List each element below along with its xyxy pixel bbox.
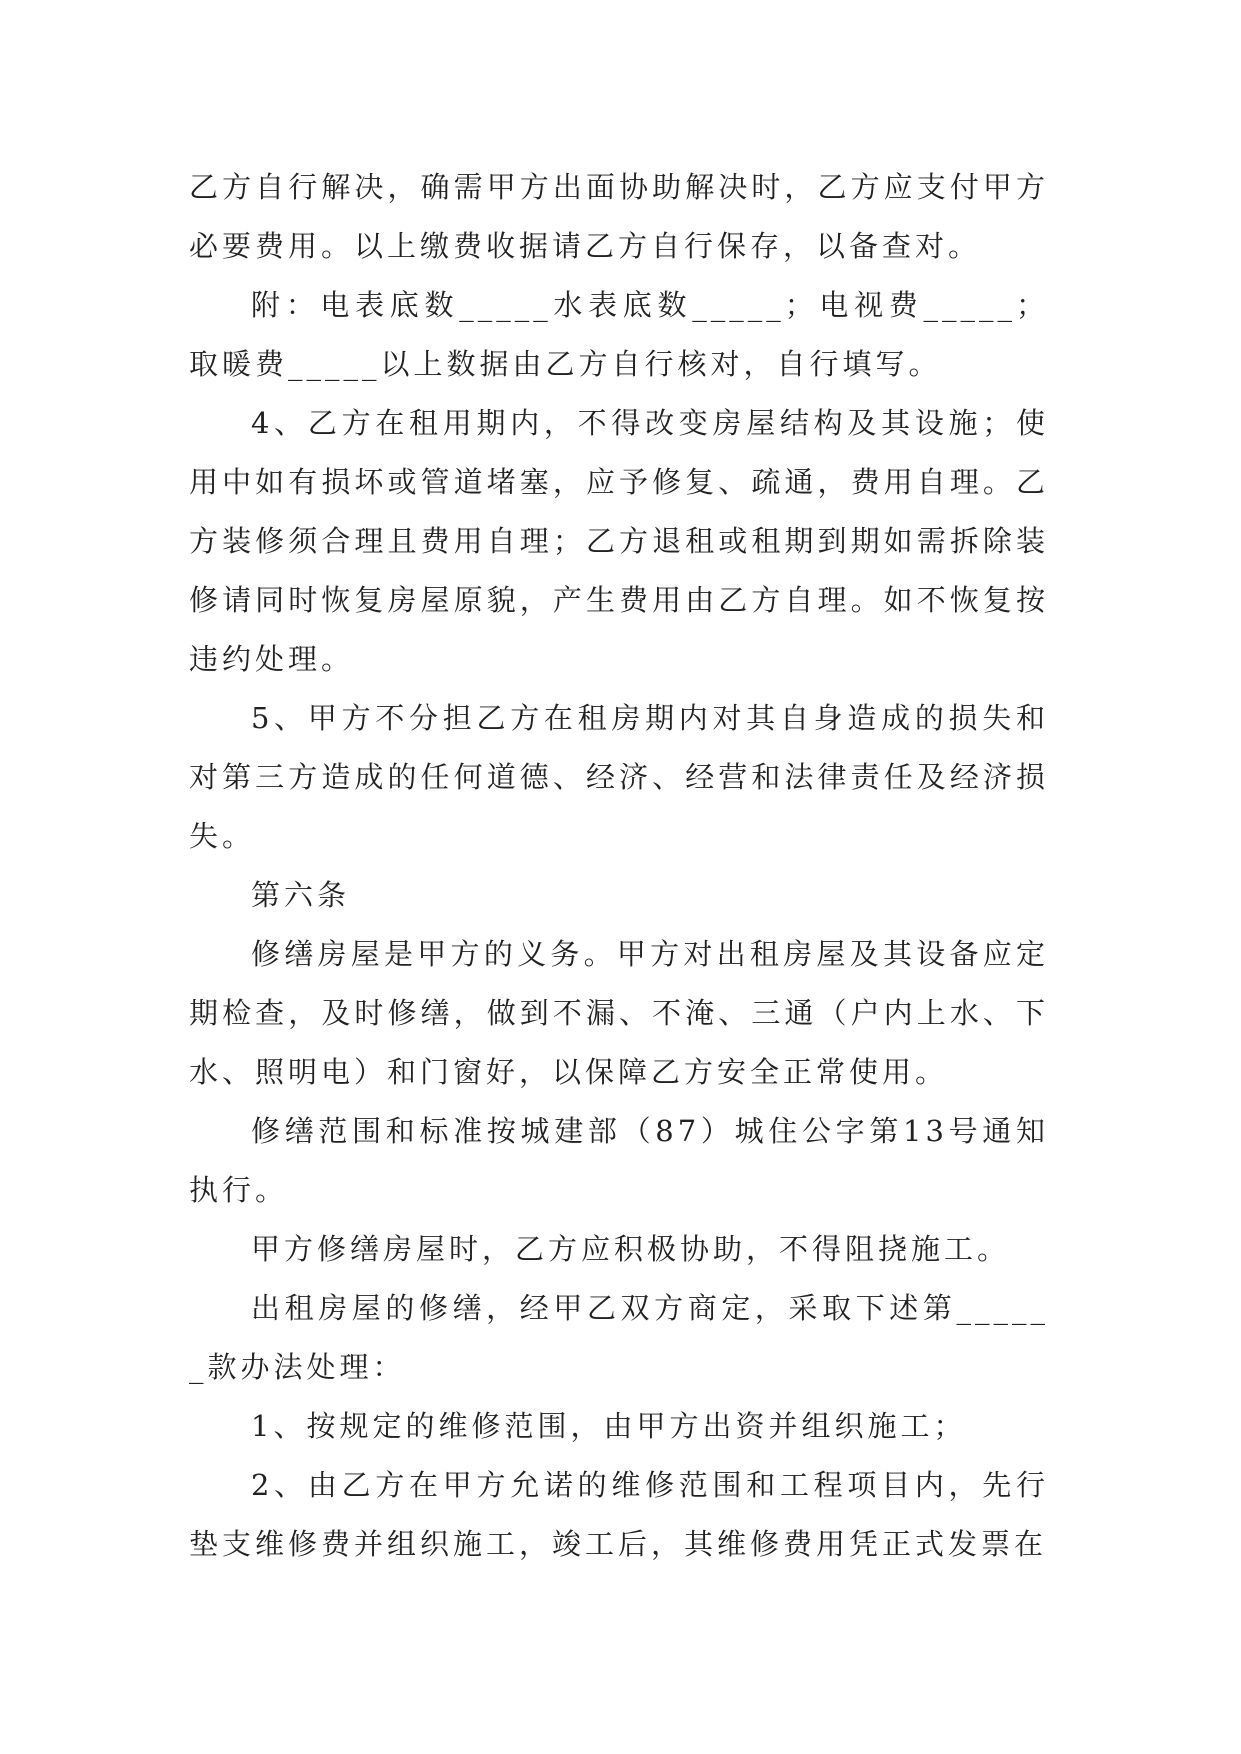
paragraph-repair-method: 出租房屋的修缮，经甲乙双方商定，采取下述第______款办法处理： (189, 1291, 1049, 1384)
paragraph-option-2: 2、由乙方在甲方允诺的维修范围和工程项目内，先行垫支维修费并组织施工，竣工后，其维修费用凭正式发票在 (189, 1468, 1049, 1561)
article-heading-six: 第六条 (251, 878, 351, 912)
paragraph-repair-scope: 修缮范围和标准按城建部（87）城住公字第13号通知执行。 (189, 1114, 1049, 1207)
paragraph-tenant-assist: 甲方修缮房屋时，乙方应积极协助，不得阻挠施工。 (251, 1232, 1011, 1266)
paragraph-repair-duty: 修缮房屋是甲方的义务。甲方对出租房屋及其设备应定期检查，及时修缮，做到不漏、不淹、三通（户内上水、下水、照明电）和门窗好，以保障乙方安全正常使用。 (189, 937, 1049, 1089)
paragraph-clause-5: 5、甲方不分担乙方在租房期内对其自身造成的损失和对第三方造成的任何道德、经济、经营和法律责任及经济损失。 (189, 701, 1049, 853)
paragraph-meter-readings: 附：电表底数_____水表底数_____；电视费_____；取暖费_____以上数据由乙方自行核对，自行填写。 (189, 288, 1049, 381)
paragraph-continuation: 乙方自行解决，确需甲方出面协助解决时，乙方应支付甲方必要费用。以上缴费收据请乙方自行保存，以备查对。 (189, 170, 1049, 263)
paragraph-clause-4: 4、乙方在租用期内，不得改变房屋结构及其设施；使用中如有损坏或管道堵塞，应予修复、疏通，费用自理。乙方装修须合理且费用自理；乙方退租或租期到期如需拆除装修请同时恢复房屋原貌，产生费用由乙方自理。如不恢复按违约处理。 (189, 406, 1049, 676)
document-body (189, 158, 1049, 1574)
paragraph-option-1: 1、按规定的维修范围，由甲方出资并组织施工； (251, 1409, 967, 1443)
